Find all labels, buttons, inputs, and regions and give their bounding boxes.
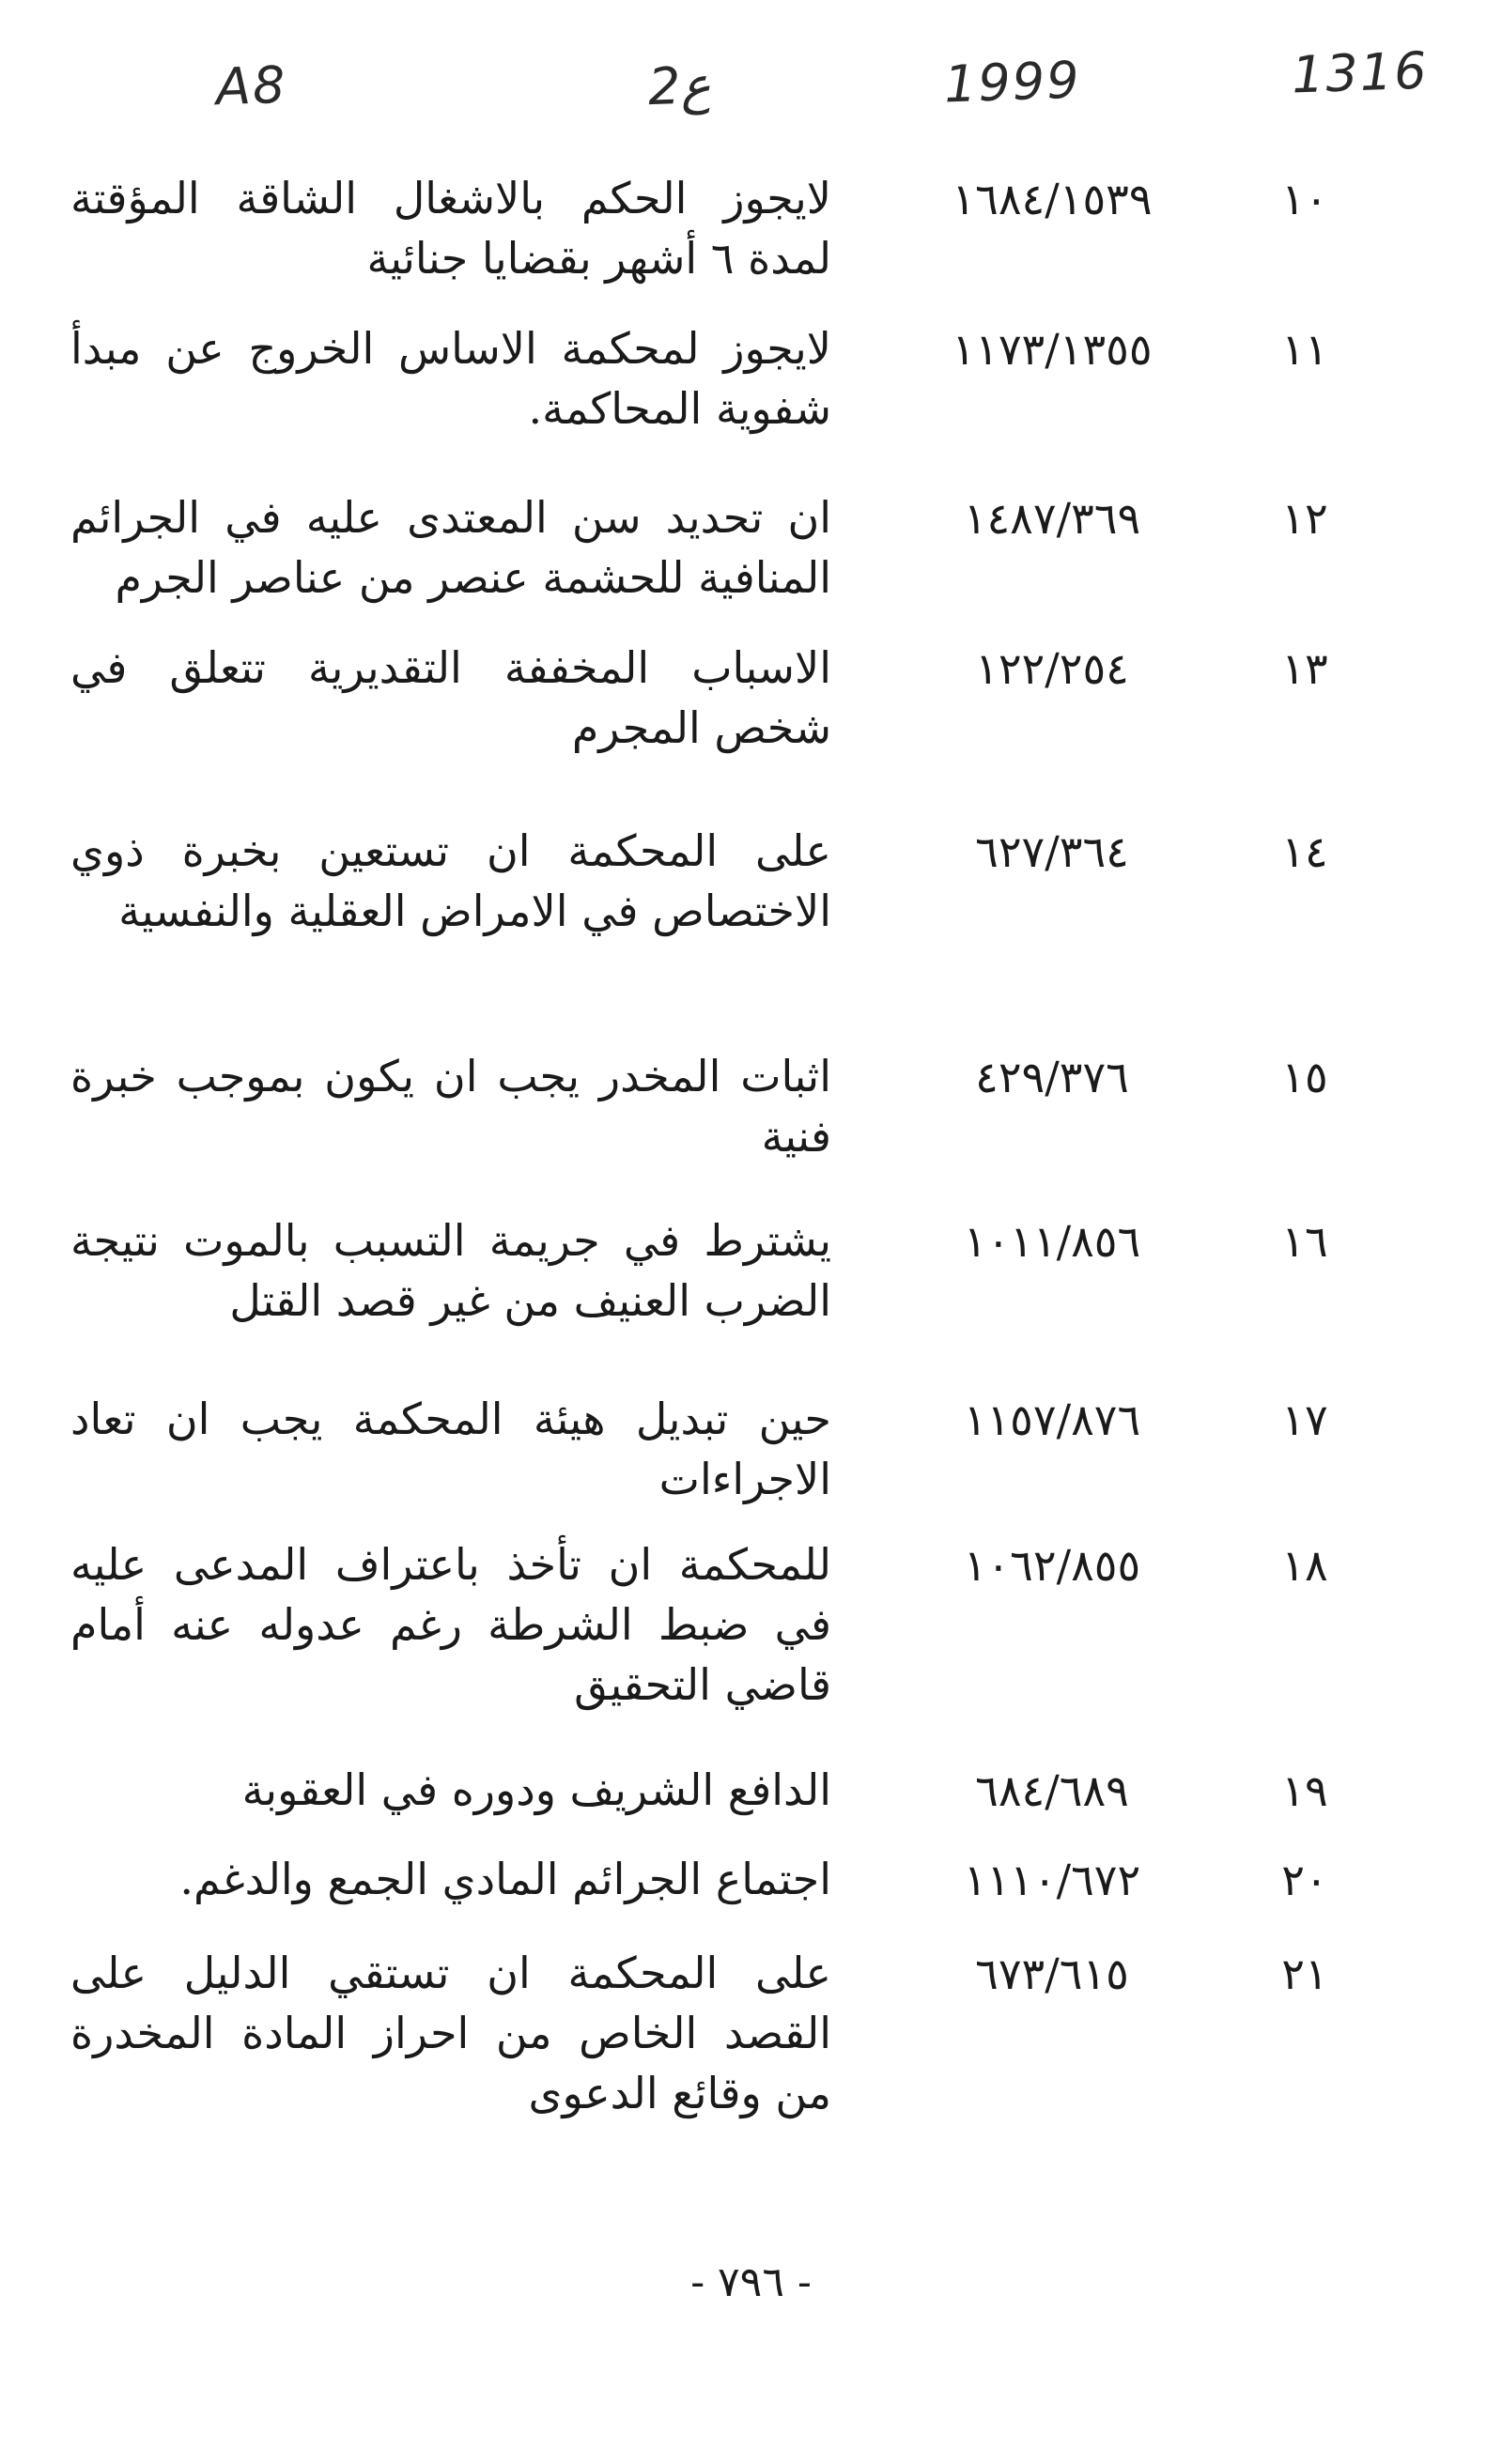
entry-reference: ٦٢٧/٣٦٤ [975, 826, 1129, 877]
entry-reference: ٤٢٩/٣٧٦ [975, 1052, 1129, 1102]
entry-number: ٢١ [1281, 1948, 1328, 1999]
entry-text: ان تحديد سن المعتدى عليه في الجرائم المنافية للحشمة عنصر من عناصر الجرم [70, 492, 831, 603]
handwritten-annotation-4: A8 [214, 54, 288, 117]
entry-number: ١٨ [1281, 1540, 1328, 1591]
entry-reference: ١٠٦٢/٨٥٥ [963, 1540, 1141, 1591]
entry-reference: ١١٥٧/٨٧٦ [963, 1394, 1141, 1445]
entry-text: يشترط في جريمة التسبب بالموت نتيجة الضرب العنيف من غير قصد القتل [70, 1215, 831, 1326]
entry-text: اجتماع الجرائم المادي الجمع والدغم. [179, 1854, 831, 1904]
entry-text: لايجوز لمحكمة الاساس الخروج عن مبدأ شفوية المحاكمة. [70, 323, 831, 434]
entry-reference: ١١١٠/٦٧٢ [963, 1855, 1141, 1905]
entry-number: ٢٠ [1281, 1855, 1328, 1905]
entry-reference: ٦٨٤/٦٨٩ [975, 1765, 1129, 1816]
entry-reference: ١٢٢/٢٥٤ [975, 643, 1129, 694]
entry-text: الدافع الشريف ودوره في العقوبة [241, 1764, 831, 1815]
entry-number: ١٧ [1281, 1394, 1328, 1445]
entry-text: اثبات المخدر يجب ان يكون بموجب خبرة فنية [70, 1051, 831, 1162]
entry-reference: ١٠١١/٨٥٦ [963, 1216, 1141, 1267]
entry-number: ١٦ [1281, 1216, 1328, 1267]
entry-number: ١٣ [1281, 643, 1328, 694]
entry-reference: ١٤٨٧/٣٦٩ [963, 493, 1141, 544]
entry-number: ١٥ [1281, 1052, 1328, 1102]
entry-number: ١٢ [1281, 493, 1328, 544]
entry-number: ١١ [1281, 324, 1328, 375]
handwritten-annotation-3: 2ع [646, 54, 712, 117]
entry-number: ١٩ [1281, 1765, 1328, 1816]
handwritten-annotation-1: 1316 [1290, 40, 1430, 105]
entry-number: ١٤ [1281, 826, 1328, 877]
entry-number: ١٠ [1281, 174, 1328, 224]
entry-reference: ٦٧٣/٦١٥ [975, 1948, 1129, 1999]
entry-text: على المحكمة ان تستقي الدليل على القصد الخاص من احراز المادة المخدرة من وقائع الدعوى [70, 1948, 831, 2118]
page-number: - ٧٩٦ - [690, 2258, 812, 2306]
handwritten-annotation-2: 1999 [942, 50, 1082, 115]
entry-text: حين تبديل هيئة المحكمة يجب ان تعاد الاجراءات [70, 1394, 831, 1504]
entry-text: الاسباب المخففة التقديرية تتعلق في شخص المجرم [70, 642, 831, 753]
entry-text: على المحكمة ان تستعين بخبرة ذوي الاختصاص في الامراض العقلية والنفسية [70, 825, 831, 936]
entry-reference: ١١٧٣/١٣٥٥ [952, 324, 1153, 375]
entry-text: للمحكمة ان تأخذ باعتراف المدعى عليه في ضبط الشرطة رغم عدوله عنه أمام قاضي التحقيق [70, 1539, 831, 1710]
entry-reference: ١٦٨٤/١٥٣٩ [952, 174, 1153, 224]
entry-text: لايجوز الحكم بالاشغال الشاقة المؤقتة لمدة ٦ أشهر بقضايا جنائية [70, 173, 831, 284]
